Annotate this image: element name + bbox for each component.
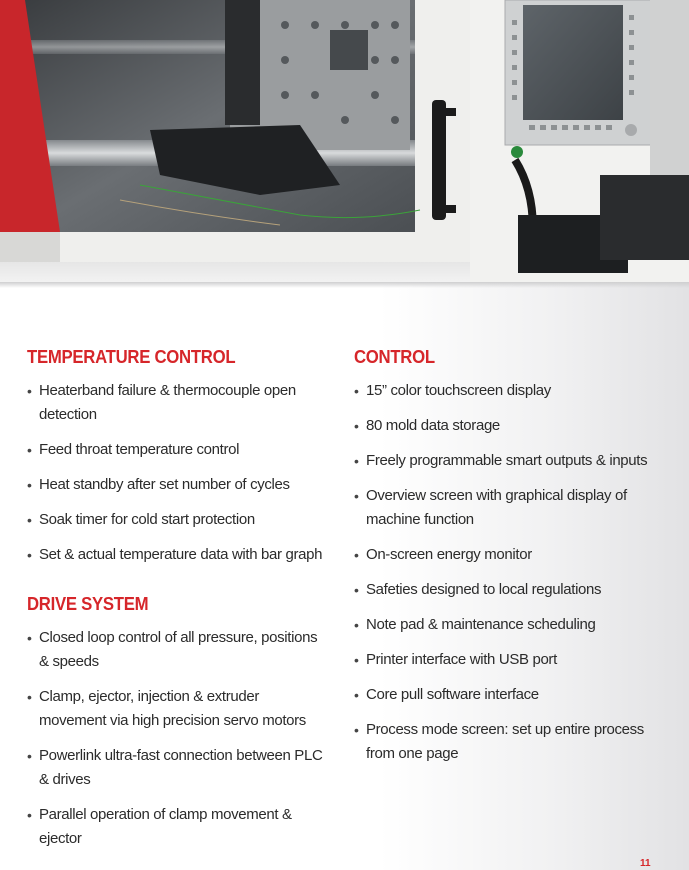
list-item: • Heaterband failure & thermocouple open detection bbox=[27, 379, 327, 427]
list-item: • Process mode screen: set up entire process from one page bbox=[354, 718, 654, 766]
section-heading-drive-system: DRIVE SYSTEM bbox=[27, 594, 149, 614]
list-item: • 80 mold data storage bbox=[354, 414, 654, 438]
section-heading-control: CONTROL bbox=[354, 347, 435, 367]
machine-photo bbox=[0, 0, 689, 282]
list-item: • Safeties designed to local regulations bbox=[354, 578, 654, 602]
list-item: • Core pull software interface bbox=[354, 683, 654, 707]
bullet-icon: • bbox=[27, 630, 32, 646]
list-item: • Parallel operation of clamp movement & ejector bbox=[27, 803, 327, 851]
section-heading-temperature-control: TEMPERATURE CONTROL bbox=[27, 347, 236, 367]
drive-system-list bbox=[27, 626, 327, 851]
control-list bbox=[354, 379, 654, 766]
bullet-icon: • bbox=[27, 442, 32, 458]
list-item: • Overview screen with graphical display of machine function bbox=[354, 484, 654, 532]
list-item: • Powerlink ultra-fast connection between PLC & drives bbox=[27, 744, 327, 792]
bullet-icon: • bbox=[354, 453, 359, 469]
photo-divider bbox=[0, 282, 689, 288]
list-item: • Freely programmable smart outputs & inputs bbox=[354, 449, 654, 473]
bullet-icon: • bbox=[354, 547, 359, 563]
list-item: • On-screen energy monitor bbox=[354, 543, 654, 567]
left-column bbox=[27, 344, 327, 862]
bullet-icon: • bbox=[27, 689, 32, 705]
bullet-icon: • bbox=[354, 722, 359, 738]
bullet-icon: • bbox=[27, 748, 32, 764]
bullet-icon: • bbox=[354, 418, 359, 434]
bullet-icon: • bbox=[27, 807, 32, 823]
bullet-icon: • bbox=[27, 547, 32, 563]
bullet-icon: • bbox=[354, 488, 359, 504]
list-item: • Clamp, ejector, injection & extruder movement via high precision servo motors bbox=[27, 685, 327, 733]
list-item: • Feed throat temperature control bbox=[27, 438, 327, 462]
bullet-icon: • bbox=[27, 512, 32, 528]
list-item: • Set & actual temperature data with bar graph bbox=[27, 543, 327, 567]
bullet-icon: • bbox=[354, 617, 359, 633]
bullet-icon: • bbox=[354, 582, 359, 598]
right-column bbox=[354, 344, 654, 777]
list-item: • Note pad & maintenance scheduling bbox=[354, 613, 654, 637]
bullet-icon: • bbox=[27, 383, 32, 399]
temperature-control-list bbox=[27, 379, 327, 567]
list-item: • Soak timer for cold start protection bbox=[27, 508, 327, 532]
page-number: 11 bbox=[640, 858, 651, 869]
bullet-icon: • bbox=[354, 687, 359, 703]
bullet-icon: • bbox=[354, 652, 359, 668]
bullet-icon: • bbox=[354, 383, 359, 399]
list-item: • Closed loop control of all pressure, positions & speeds bbox=[27, 626, 327, 674]
list-item: • Heat standby after set number of cycles bbox=[27, 473, 327, 497]
list-item: • Printer interface with USB port bbox=[354, 648, 654, 672]
list-item: • 15” color touchscreen display bbox=[354, 379, 654, 403]
bullet-icon: • bbox=[27, 477, 32, 493]
